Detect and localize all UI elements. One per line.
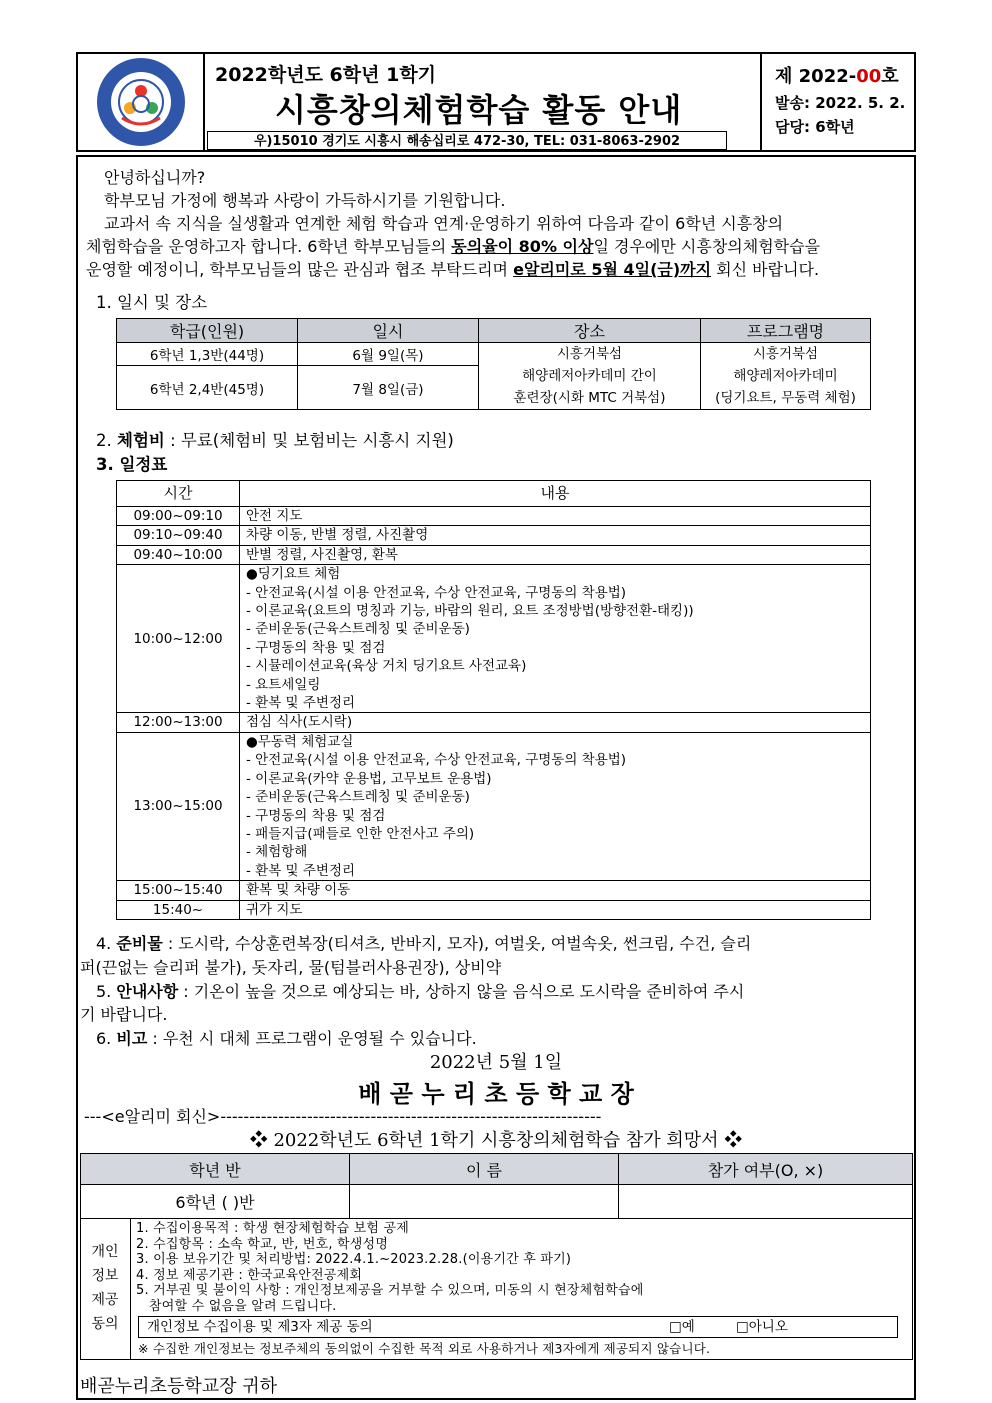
issue-date: 발송: 2022. 5. 2.	[775, 94, 906, 112]
content-line: - 준비운동(근육스트레칭 및 준비운동)	[246, 621, 470, 638]
content-line: - 구명동의 착용 및 점검	[246, 807, 386, 824]
section-title: 1. 일시 및 장소	[96, 293, 208, 312]
content-line: - 요트세일링	[246, 676, 321, 693]
schedule-row	[117, 900, 871, 919]
intro-line: 체험학습을 운영하고자 합니다. 6학년 학부모님들의 동의율이 80% 이상일 경우에만 시흥창의체험학습을	[86, 237, 821, 256]
content-line: - 패들지급(패들로 인한 안전사고 주의)	[246, 825, 475, 842]
document-title: 시흥창의체험학습 활동 안내	[275, 91, 683, 129]
content-line: - 환복 및 주변정리	[246, 862, 356, 879]
content-line: 차량 이동, 반별 정렬, 사진촬영	[246, 527, 429, 544]
col-header: 장소	[479, 319, 701, 343]
schedule-row	[117, 713, 871, 732]
col-header: 프로그램명	[701, 319, 871, 343]
col-header: 시간	[117, 481, 240, 507]
col-header: 학년 반	[81, 1154, 350, 1185]
time-cell: 09:40~10:00	[117, 545, 240, 564]
section-title: 3. 일정표	[96, 455, 168, 474]
document-number: 제 2022-00호	[775, 66, 899, 87]
content-cell	[240, 545, 871, 564]
content-line: - 안전교육(시설 이용 안전교육, 수상 안전교육, 구명동의 착용법)	[246, 752, 627, 769]
content-line: 귀가 지도	[246, 901, 303, 918]
school-logo	[92, 56, 190, 148]
time-cell: 13:00~15:00	[117, 732, 240, 880]
student-name-field[interactable]	[350, 1185, 619, 1219]
col-header: 일시	[298, 319, 479, 343]
content-line: ●딩기요트 체험	[246, 566, 341, 583]
participation-field[interactable]	[619, 1185, 913, 1219]
content-line: - 준비운동(근육스트레칭 및 준비운동)	[246, 789, 470, 806]
content-line: 반별 정렬, 사진촬영, 환복	[246, 546, 398, 563]
consent-agree-row	[138, 1316, 898, 1338]
consent-agree-label: 개인정보 수집이용 및 제3자 제공 동의	[147, 1319, 373, 1335]
schedule-place-table	[116, 318, 871, 410]
closing-date: 2022년 5월 1일	[429, 1052, 563, 1073]
content-line: - 이론교육(요트의 명칭과 기능, 바람의 원리, 요트 조정방법(방향전환-태킹))	[246, 603, 694, 620]
reply-form-table	[80, 1153, 913, 1219]
schedule-row	[117, 507, 871, 526]
header-subtitle: 2022학년도 6학년 1학기	[215, 64, 437, 86]
section-supplies-cont: 퍼(끈없는 슬리퍼 불가), 돗자리, 물(텀블러사용권장), 상비약	[80, 958, 502, 977]
time-cell: 10:00~12:00	[117, 565, 240, 713]
date-cell: 6월 9일(목)	[298, 343, 479, 366]
time-cell: 09:10~09:40	[117, 526, 240, 545]
schedule-row	[117, 881, 871, 900]
section-notice-cont: 기 바랍니다.	[80, 1005, 168, 1024]
content-cell	[240, 507, 871, 526]
consent-items: 1. 수집이용목적 : 학생 현장체험학습 보험 공제 2. 수집항목 : 소속 학교, 반, 번호, 학생성명 3. 이용 보유기간 및 처리방법: 2022.4.1.~2023.2.28.(이용기간 후 파기) 4. 정보 제공기관 : 한국교육안전공제회 5. 거부권 및 불이익 사항 : 개인정보제공을 거부할 수 있으며, 미동의 시 현장체험학습에 참여할 수 없음을 알려 드립니다.	[136, 1221, 644, 1314]
schedule-row	[117, 545, 871, 564]
program-cell: 시흥거북섬 해양레저아카데미 (딩기요트, 무동력 체험)	[701, 343, 871, 410]
time-cell: 15:00~15:40	[117, 881, 240, 900]
content-cell	[240, 881, 871, 900]
date-cell: 7월 8일(금)	[298, 366, 479, 410]
place-cell: 시흥거북섬 해양레저아카데미 간이 훈련장(시화 MTC 거북섬)	[479, 343, 701, 410]
col-header: 이 름	[350, 1154, 619, 1185]
content-line: - 안전교육(시설 이용 안전교육, 수상 안전교육, 구명동의 착용법)	[246, 584, 627, 601]
content-line: - 이론교육(카약 운용법, 고무보트 운용법)	[246, 770, 492, 787]
content-cell	[240, 565, 871, 713]
col-header: 내용	[240, 481, 871, 507]
content-cell	[240, 526, 871, 545]
consent-yes-checkbox[interactable]: □예	[669, 1319, 695, 1335]
consent-no-checkbox[interactable]: □아니오	[736, 1319, 788, 1335]
daily-schedule-table	[116, 480, 871, 920]
footer-recipient: 배곧누리초등학교장 귀하	[80, 1376, 277, 1397]
cut-line: ---<e알리미 회신>------------------------------------------------------------------	[84, 1107, 602, 1126]
intro-line: 운영할 예정이니, 학부모님들의 많은 관심과 협조 부탁드리며 e알리미로 5월 4일(금)까지 회신 바랍니다.	[86, 260, 820, 279]
time-cell: 15:40~	[117, 900, 240, 919]
col-header: 참가 여부(O, ×)	[619, 1154, 913, 1185]
in-charge: 담당: 6학년	[775, 118, 855, 136]
col-header: 학급(인원)	[117, 319, 298, 343]
time-cell: 09:00~09:10	[117, 507, 240, 526]
content-line: ●무동력 체험교실	[246, 733, 354, 750]
content-line: 환복 및 차량 이동	[246, 882, 351, 899]
content-cell	[240, 732, 871, 880]
content-cell	[240, 713, 871, 732]
content-line: - 시뮬레이션교육(육상 거치 딩기요트 사전교육)	[246, 658, 527, 675]
consent-note: ※ 수집한 개인정보는 정보주체의 동의없이 수집한 목적 외로 사용하거나 제3자에게 제공되지 않습니다.	[138, 1341, 711, 1356]
time-cell: 12:00~13:00	[117, 713, 240, 732]
reply-title: ❖ 2022학년도 6학년 1학기 시흥창의체험학습 참가 희망서 ❖	[249, 1130, 743, 1151]
school-address: 우)15010 경기도 시흥시 해송십리로 472-30, TEL: 031-8063-2902	[207, 131, 727, 150]
content-cell	[240, 900, 871, 919]
principal-signature: 배 곧 누 리 초 등 학 교 장	[358, 1079, 634, 1108]
class-cell: 6학년 1,3반(44명)	[117, 343, 298, 366]
schedule-row	[117, 732, 871, 880]
section-fee: 2. 체험비 : 무료(체험비 및 보험비는 시흥시 지원)	[96, 431, 454, 450]
greeting: 안녕하십니까?	[104, 168, 206, 187]
content-line: 안전 지도	[246, 508, 303, 524]
section-supplies: 4. 준비물 : 도시락, 수상훈련복장(티셔츠, 반바지, 모자), 여벌옷, 여벌속옷, 썬크림, 수건, 슬리	[96, 934, 752, 953]
content-line: 점심 식사(도시락)	[246, 714, 353, 731]
content-line: - 환복 및 주변정리	[246, 695, 356, 712]
intro-line: 학부모님 가정에 행복과 사랑이 가득하시기를 기원합니다.	[104, 191, 506, 210]
intro-line: 교과서 속 지식을 실생활과 연계한 체험 학습과 연계·운영하기 위하여 다음과 같이 6학년 시흥창의	[104, 214, 784, 233]
consent-side-label: 개인 정보 제공 동의	[91, 1244, 119, 1332]
content-line: - 구명동의 착용 및 점검	[246, 639, 386, 656]
schedule-row	[117, 526, 871, 545]
grade-class-field[interactable]: 6학년 ( )반	[81, 1185, 350, 1219]
section-remarks: 6. 비고 : 우천 시 대체 프로그램이 운영될 수 있습니다.	[96, 1029, 477, 1048]
class-cell: 6학년 2,4반(45명)	[117, 366, 298, 410]
content-line: - 체험항해	[246, 844, 308, 861]
schedule-row	[117, 565, 871, 713]
section-notice: 5. 안내사항 : 기온이 높을 것으로 예상되는 바, 상하지 않을 음식으로 도시락을 준비하여 주시	[96, 982, 745, 1001]
